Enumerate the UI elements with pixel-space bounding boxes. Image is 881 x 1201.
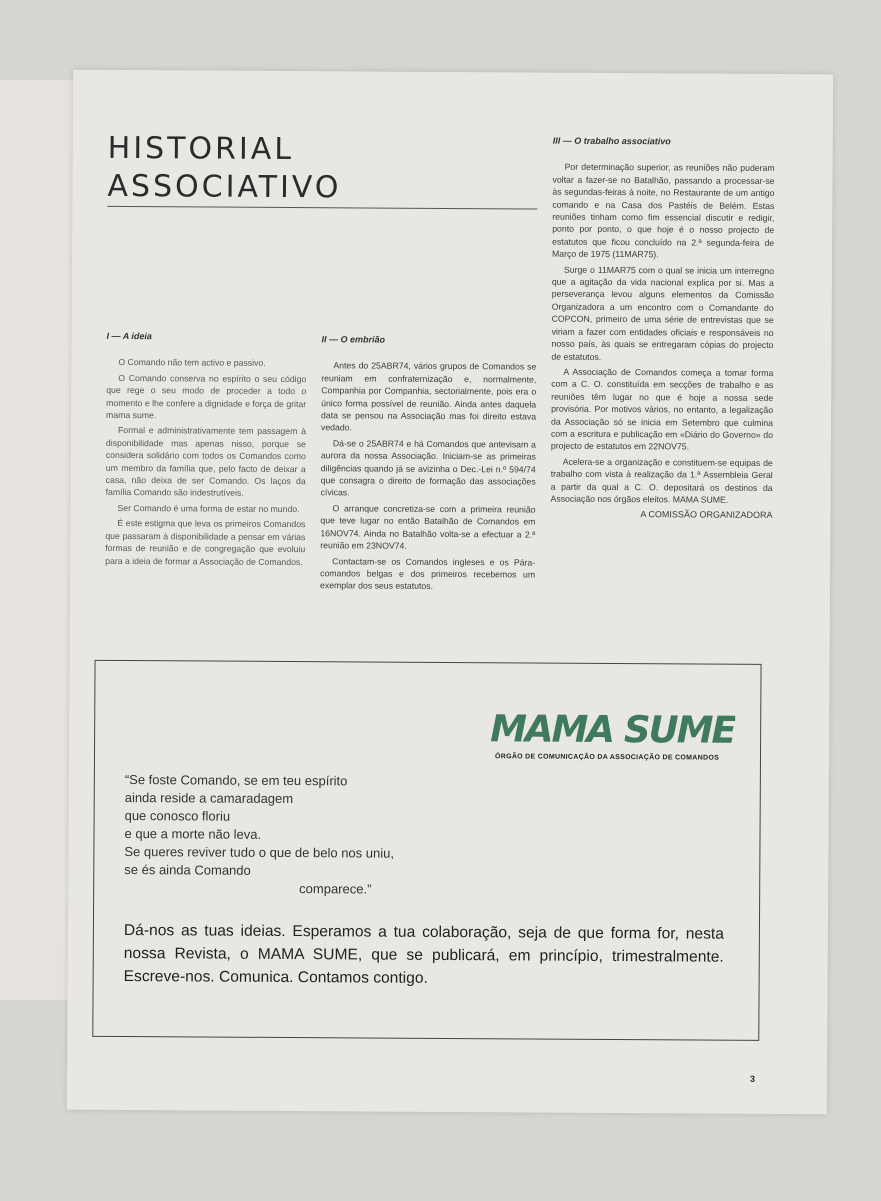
- paragraph: Antes do 25ABR74, vários grupos de Comandos se reuniam em confraternização e, normalmente, Companhia por Companhia, sectorialmente, pois era o único forma possível de reunião. Ainda antes daquela data se pensou na Associação mas foi direito estava vedado.: [320, 360, 537, 433]
- section-embriao: [320, 333, 537, 596]
- logo-text: MAMA SUME: [490, 707, 735, 752]
- paragraph: Formal e administrativamente tem passagem à disponibilidade mas apenas nisso, porque se considera solidário com todos os Comandos como um membro da família que, pelo facto de deixar a casa, não deixa de ser Comando. Os laços da família Comando são indestrutíveis.: [105, 425, 307, 499]
- section-heading: III — O trabalho associativo: [552, 135, 671, 147]
- paragraph: Contactam-se os Comandos ingleses e os Pára-comandos belgas e dos primeiros recebemos um exemplar dos seus estatutos.: [320, 555, 536, 592]
- paragraph: O Comando conserva no espírito o seu código que rege o seu modo de proceder a todo o momento e lhe confere a dignidade e força de gritar mama sume.: [106, 372, 307, 421]
- quote-line: se és ainda Comando: [124, 862, 251, 878]
- poem-quote: [124, 771, 394, 899]
- paragraph: É este estigma que leva os primeiros Comandos que passaram à disponibilidade a pensar em várias formas de reunião e de congregação que evoluiu para a ideia de formar a Associação de Comandos.: [105, 518, 306, 567]
- logo-subtitle: ÓRGÃO DE COMUNICAÇÃO DA ASSOCIAÇÃO DE COMANDOS: [494, 753, 720, 762]
- signature: A COMISSÃO ORGANIZADORA: [640, 509, 773, 521]
- page-title: [107, 130, 341, 207]
- quote-line: “Se foste Comando, se em teu espírito: [124, 772, 348, 789]
- paragraph: A Associação de Comandos começa a tomar forma com a C. O. constituída em secções de trabalho e as reuniões têm lugar no que é hoje a nossa sede provisória. Por motivos vários, no entanto, a legalização da Associação só se inicia em Setembro que culmina com a escritura e publicação em «Diário do Governo» do projecto de estatutos em 22NOV75.: [550, 366, 774, 452]
- promo-box: [92, 660, 761, 1041]
- title-line-2: ASSOCIATIVO: [107, 168, 342, 206]
- page-number: 3: [750, 1073, 756, 1084]
- quote-line: que conosco floriu: [124, 808, 231, 824]
- section-ideia: [105, 330, 306, 571]
- paragraph: Dá-se o 25ABR74 e há Comandos que antevisam a aurora da nossa Associação. Iniciam-se as primeiras diligências quando já se avizinha o Dec.-Lei n.º 594/74 que consagra o direito de formação das associações cívicas.: [320, 438, 536, 498]
- paragraph: Surge o 11MAR75 com o qual se inicia um interregno que a agitação da vida nacional explica por si. Mas a perseverança levou alguns elementos da Comissão Organizadora a um encontro com o Comandante do COPCON, primeiro de uma série de entrevistas que se viriam a fazer com entidades oficiais e responsáveis no nosso país, às quais se entregaram cópias do projecto de estatutos.: [551, 264, 774, 362]
- paragraph: O arranque concretiza-se com a primeira reunião que teve lugar no então Batalhão de Comandos em 16NOV74. Ainda no Batalhão volta-se a efectuar a 2.ª reunião em 23NOV74.: [320, 503, 536, 551]
- section-trabalho-associativo: [550, 135, 774, 525]
- quote-line: ainda reside a camaradagem: [124, 790, 294, 807]
- section-heading: I — A ideia: [106, 330, 152, 342]
- section-heading: II — O embrião: [321, 334, 386, 345]
- title-line-1: HISTORIAL: [107, 130, 295, 168]
- paragraph: Ser Comando é uma forma de estar no mundo.: [117, 502, 300, 514]
- title-divider: [107, 206, 537, 210]
- magazine-page: [67, 70, 833, 1115]
- paragraph: Por determinação superior, as reuniões não puderam voltar a fazer-se no Batalhão, passando a processar-se às segundas-feiras à noite, no Restaurante de um antigo comando e na Casa dos Pastéis de Belém. Estas reuniões tinham como fim essencial discutir e redigir, ponto por ponto, o que hoje é o nosso projecto de estatutos que ficou concluído na 2.ª segunda-feira de Março de 1975 (11MAR75).: [552, 162, 775, 260]
- quote-line: e que a morte não leva.: [124, 826, 262, 842]
- paragraph: O Comando não tem activo e passivo.: [118, 357, 266, 369]
- mama-sume-logo: [490, 703, 735, 752]
- quote-line: Se queres reviver tudo o que de belo nos uniu,: [124, 844, 395, 861]
- quote-line: comparece.”: [299, 881, 372, 897]
- call-to-action: Dá-nos as tuas ideias. Esperamos a tua colaboração, seja de que forma for, nesta nossa Revista, o MAMA SUME, que se publicará, em princípio, trimestralmente. Escreve-nos. Comunica. Contamos contigo.: [123, 922, 724, 987]
- paragraph: Acelera-se a organização e constituem-se equipas de trabalho com vista à realização da 1.ª Assembleia Geral a partir da qual a C. O. depositará os destinos da Associação nos órgãos eleitos. MAMA SUME.: [550, 456, 773, 505]
